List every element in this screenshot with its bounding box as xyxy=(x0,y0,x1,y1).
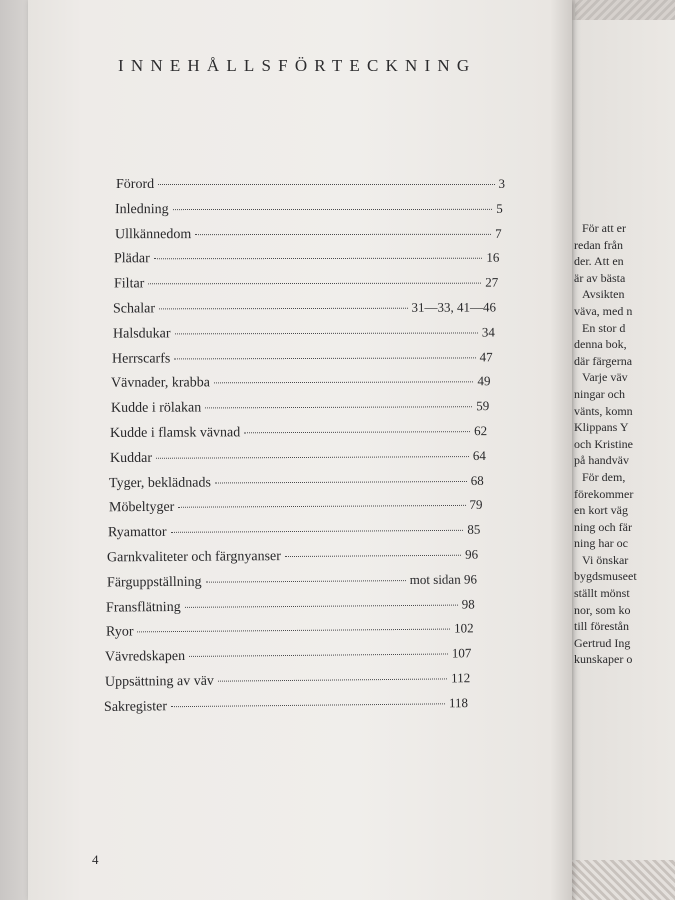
facing-page-line: nor, som ko xyxy=(574,602,631,617)
facing-page-line: redan från xyxy=(574,237,623,252)
toc-entry-page: 34 xyxy=(481,324,495,340)
toc-entry xyxy=(106,596,475,616)
toc-leader-dots xyxy=(178,505,465,508)
toc-entry-title: Plädar xyxy=(114,251,151,267)
facing-page-line: der. Att en xyxy=(574,254,624,269)
facing-page-line: ningar och xyxy=(574,386,625,401)
toc-entry xyxy=(112,349,493,367)
toc-entry xyxy=(114,275,498,293)
toc-entry xyxy=(113,300,496,318)
toc-leader-dots xyxy=(154,258,483,259)
toc-leader-dots xyxy=(174,332,477,334)
toc-entry-page: 98 xyxy=(461,596,476,612)
facing-page-line: Gertrud Ing xyxy=(574,635,631,650)
facing-page-line: För dem, xyxy=(582,469,626,484)
toc-entry-page: 85 xyxy=(467,521,481,537)
toc-leader-dots xyxy=(185,604,458,607)
facing-page-line: denna bok, xyxy=(574,337,627,352)
facing-page-line: bygdsmuseet xyxy=(574,569,637,584)
toc-entry xyxy=(106,621,474,641)
toc-leader-dots xyxy=(148,283,481,285)
facing-page-line: ning har oc xyxy=(574,536,628,551)
toc-entry-page: mot sidan 96 xyxy=(409,571,477,587)
facing-page-line: Avsikten xyxy=(582,287,625,302)
facing-page-line: en kort väg xyxy=(574,503,628,518)
toc-entry xyxy=(107,547,478,567)
toc-entry-page: 96 xyxy=(465,546,479,562)
toc-entry-title: Möbeltyger xyxy=(108,500,174,516)
toc-leader-dots xyxy=(137,629,450,633)
facing-page-line: Vi önskar xyxy=(582,552,629,567)
toc-entry-title: Färguppställning xyxy=(106,574,202,591)
toc-entry xyxy=(107,571,477,591)
toc-entry xyxy=(115,225,502,242)
toc-entry xyxy=(108,522,480,542)
toc-entry-page: 3 xyxy=(498,176,505,191)
facing-page-line: ning och fär xyxy=(574,519,632,534)
facing-page-line: till förestån xyxy=(574,619,629,634)
toc-entry-page: 112 xyxy=(450,670,470,686)
toc-entry-title: Fransflätning xyxy=(106,599,182,616)
facing-page-line: där färgerna xyxy=(574,353,633,368)
toc-entry-page: 64 xyxy=(472,447,486,463)
toc-leader-dots xyxy=(217,678,446,681)
toc-entry-page: 31—33, 41—46 xyxy=(411,299,497,315)
facing-page-line: Varje väv xyxy=(582,370,628,385)
facing-page-line: på handväv xyxy=(574,453,629,468)
toc-leader-dots xyxy=(205,580,405,583)
toc-entry xyxy=(104,670,469,691)
toc-leader-dots xyxy=(285,555,461,557)
toc-entry-title: Kuddar xyxy=(109,450,152,466)
toc-entry-page: 47 xyxy=(479,348,493,364)
toc-entry-title: Herrscarfs xyxy=(111,351,171,367)
facing-page-line: Klippans Y xyxy=(574,420,629,435)
toc-entry-title: Schalar xyxy=(113,301,156,317)
toc-leader-dots xyxy=(156,456,469,459)
toc-leader-dots xyxy=(173,209,493,210)
toc-entry-page: 62 xyxy=(474,423,488,439)
toc-entry-page: 27 xyxy=(484,274,498,290)
facing-page-line: är av bästa xyxy=(574,270,626,285)
toc-leader-dots xyxy=(189,654,448,657)
toc-entry-title: Tyger, beklädnads xyxy=(109,475,212,491)
toc-entry xyxy=(110,423,487,442)
toc-entry-page: 68 xyxy=(470,472,484,488)
facing-page-line: kunskaper o xyxy=(574,652,633,667)
toc-entry-page: 16 xyxy=(486,250,500,266)
facing-page-line: förekommer xyxy=(574,486,634,501)
facing-page-line: vänts, komn xyxy=(574,403,633,418)
facing-page-line: För att er xyxy=(582,221,626,235)
facing-page-line: ställt mönst xyxy=(574,586,630,601)
toc-entry xyxy=(109,472,484,491)
toc-entry-title: Uppsättning av väv xyxy=(104,673,214,690)
toc-entry-title: Sakregister xyxy=(103,699,168,715)
toc-entry xyxy=(115,201,503,218)
toc-entry-page: 102 xyxy=(453,620,474,636)
toc-entry-title: Ryamattor xyxy=(107,525,167,541)
toc-leader-dots xyxy=(214,382,474,384)
toc-leader-dots xyxy=(245,431,471,433)
toc-leader-dots xyxy=(215,481,467,484)
toc-entry-title: Filtar xyxy=(113,276,145,292)
toc-entry xyxy=(111,374,491,393)
toc-leader-dots xyxy=(195,233,491,234)
toc-entry-title: Inledning xyxy=(115,201,170,217)
facing-page-line: och Kristine xyxy=(574,436,633,451)
toc-leader-dots xyxy=(171,703,445,707)
toc-entry-title: Halsdukar xyxy=(112,326,171,342)
toc-leader-dots xyxy=(159,308,408,310)
toc-entry-title: Förord xyxy=(116,177,155,192)
toc-entry-page: 49 xyxy=(477,373,491,389)
toc-entry-title: Kudde i flamsk vävnad xyxy=(110,425,241,441)
toc-entry xyxy=(116,176,505,193)
toc-entry-page: 79 xyxy=(469,497,483,513)
toc-leader-dots xyxy=(158,184,494,185)
toc-entry xyxy=(109,497,483,516)
toc-leader-dots xyxy=(174,357,475,359)
toc-entry xyxy=(104,695,468,716)
toc-entry-page: 118 xyxy=(448,694,469,711)
toc-entry xyxy=(113,324,495,342)
toc-entry-title: Ullkännedom xyxy=(114,226,192,242)
toc-entry-title: Vävredskapen xyxy=(105,649,186,665)
toc-entry-page: 5 xyxy=(496,200,504,216)
toc-leader-dots xyxy=(205,406,472,408)
toc-entry xyxy=(111,398,489,417)
toc-entry-title: Ryor xyxy=(105,624,134,641)
toc-entry-page: 59 xyxy=(476,398,490,414)
toc-entry xyxy=(105,645,472,665)
toc-entry xyxy=(114,250,499,268)
toc-entry-title: Garnkvaliteter och färgnyanser xyxy=(107,549,282,566)
toc-entry-title: Vävnader, krabba xyxy=(111,375,211,392)
toc-entry xyxy=(110,448,486,467)
toc-leader-dots xyxy=(171,530,464,533)
facing-page-line: En stor d xyxy=(582,320,626,335)
page-title: INNEHÅLLSFÖRTECKNING xyxy=(118,56,477,75)
page-number: 4 xyxy=(92,852,99,867)
facing-page-line: väva, med n xyxy=(574,303,633,318)
toc-entry-page: 107 xyxy=(451,645,472,661)
toc-entry-page: 7 xyxy=(494,225,502,241)
toc-entry-title: Kudde i rölakan xyxy=(110,400,202,417)
